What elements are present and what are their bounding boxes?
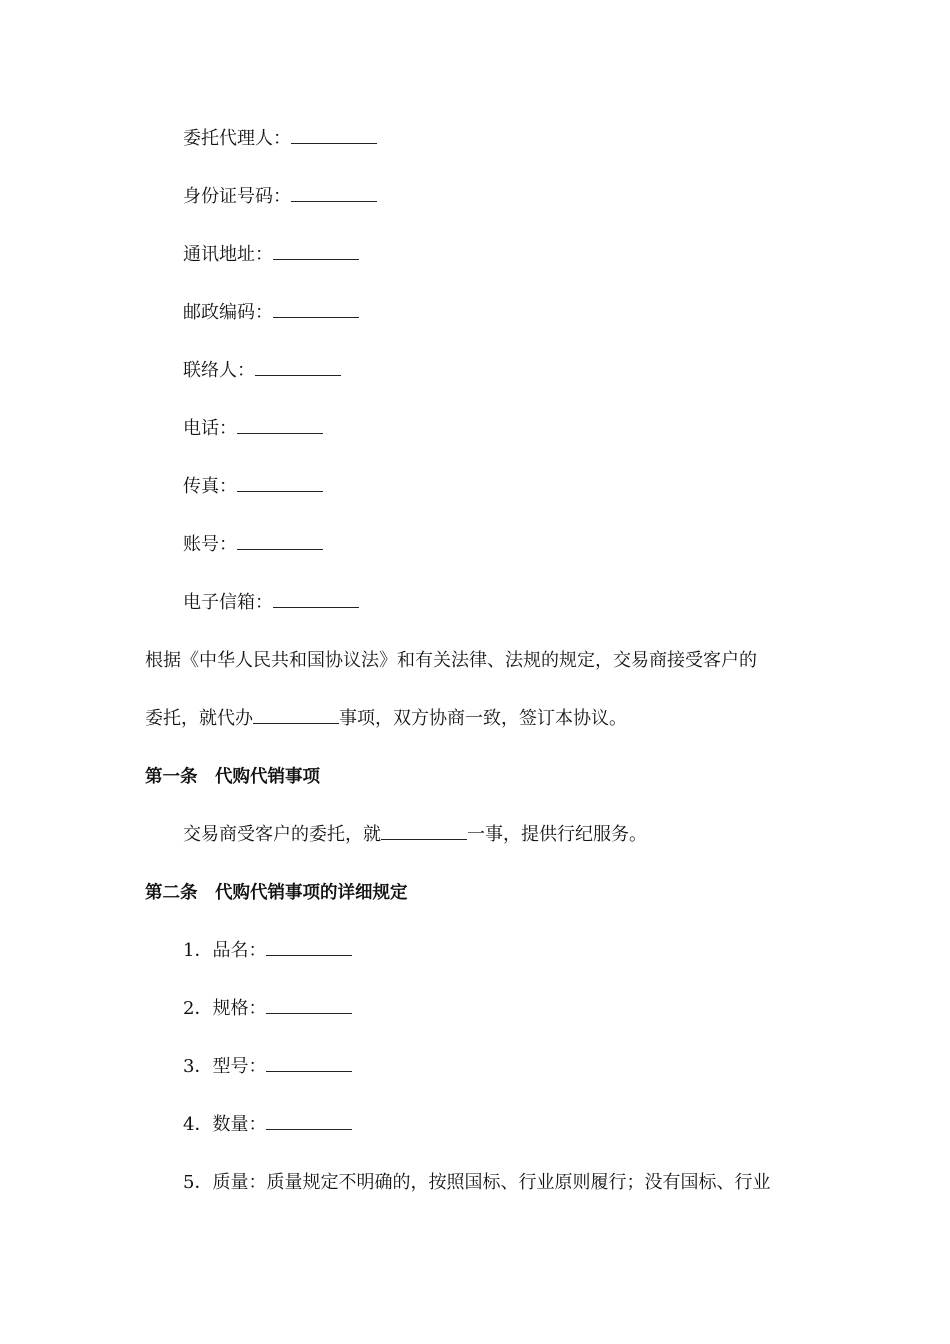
field-label: 身份证号码： [183,186,291,207]
fill-blank[interactable] [266,1070,352,1072]
article-text: 一事，提供行纪服务。 [467,824,647,845]
field-agent [0,126,950,152]
fill-blank[interactable] [237,432,323,434]
field-label: 账号： [183,534,237,555]
fill-blank[interactable] [291,200,377,202]
field-fax [0,474,950,500]
item-label: 2．规格： [183,998,267,1019]
field-label: 委托代理人： [183,128,291,149]
fill-blank[interactable] [237,490,323,492]
article-1-text [0,822,950,848]
field-email [0,590,950,616]
preamble-text: 委托，就代办 [145,708,253,729]
field-postcode [0,300,950,326]
fill-blank[interactable] [273,258,359,260]
field-label: 联络人： [183,360,255,381]
item-quality: 5．质量：质量规定不明确的，按照国标、行业原则履行；没有国标、行业 [183,1172,771,1193]
item-label: 4．数量： [183,1114,267,1135]
item-label: 3．型号： [183,1056,267,1077]
item-label: 1．品名： [183,940,267,961]
preamble-line-1: 根据《中华人民共和国协议法》和有关法律、法规的规定，交易商接受客户的 [145,650,757,671]
fill-blank[interactable] [237,548,323,550]
fill-blank[interactable] [273,316,359,318]
fill-blank[interactable] [291,142,377,144]
fill-blank[interactable] [253,722,339,724]
fill-blank[interactable] [273,606,359,608]
item-model [0,1054,950,1080]
preamble-text: 事项，双方协商一致，签订本协议。 [339,708,627,729]
preamble-line-2 [0,706,950,732]
field-phone [0,416,950,442]
fill-blank[interactable] [266,1128,352,1130]
fill-blank[interactable] [255,374,341,376]
fill-blank[interactable] [266,1012,352,1014]
article-2-heading: 第二条 代购代销事项的详细规定 [145,883,408,903]
field-label: 电话： [183,418,237,439]
item-quantity [0,1112,950,1138]
field-contact [0,358,950,384]
field-label: 传真： [183,476,237,497]
fill-blank[interactable] [381,838,467,840]
article-1-heading: 第一条 代购代销事项 [145,767,320,787]
article-text: 交易商受客户的委托，就 [183,824,381,845]
field-label: 通讯地址： [183,244,273,265]
field-account [0,532,950,558]
field-id-number [0,184,950,210]
item-specification [0,996,950,1022]
field-label: 电子信箱： [183,592,273,613]
field-label: 邮政编码： [183,302,273,323]
fill-blank[interactable] [266,954,352,956]
item-product-name [0,938,950,964]
field-address [0,242,950,268]
